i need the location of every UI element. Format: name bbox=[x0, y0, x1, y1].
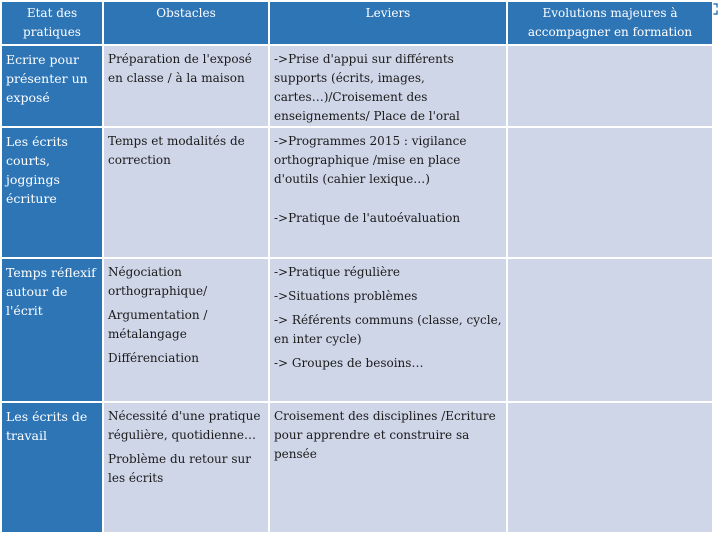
row-levers bbox=[269, 127, 507, 258]
row-obstacles bbox=[103, 45, 269, 127]
header-etat: Etat des pratiques bbox=[1, 1, 103, 45]
row-evolutions bbox=[507, 45, 713, 127]
lever-text: ->Pratique de l'autoévaluation bbox=[274, 211, 461, 225]
row-obstacles bbox=[103, 127, 269, 258]
obstacle-text: Différenciation bbox=[108, 351, 199, 365]
obstacle-text: Problème du retour sur les écrits bbox=[108, 452, 251, 485]
row-levers bbox=[269, 258, 507, 402]
row-levers bbox=[269, 402, 507, 533]
row-state: Temps réflexif autour de l'écrit bbox=[1, 258, 103, 402]
lever-text: ->Programmes 2015 : vigilance orthographique /mise en place d'outils (cahier lexique…) bbox=[274, 134, 467, 186]
row-state: Les écrits courts, joggings écriture bbox=[1, 127, 103, 258]
obstacle-text: Temps et modalités de correction bbox=[108, 134, 245, 167]
row-state: Les écrits de travail bbox=[1, 402, 103, 533]
row-state: Ecrire pour présenter un exposé bbox=[1, 45, 103, 127]
row-evolutions bbox=[507, 127, 713, 258]
table-row bbox=[1, 258, 713, 402]
lever-text: ->Prise d'appui sur différents supports (écrits, images, cartes…)/Croisement des enseignements/ Place de l'oral bbox=[274, 52, 460, 123]
lever-text: ->Situations problèmes bbox=[274, 289, 418, 303]
obstacle-text: Préparation de l'exposé en classe / à la maison bbox=[108, 52, 252, 85]
header-row bbox=[1, 1, 713, 45]
header-obstacles: Obstacles bbox=[103, 1, 269, 45]
row-levers bbox=[269, 45, 507, 127]
lever-text: -> Référents communs (classe, cycle, en inter cycle) bbox=[274, 313, 502, 346]
lever-text: ->Pratique régulière bbox=[274, 265, 400, 279]
row-evolutions bbox=[507, 402, 713, 533]
header-evolutions: Evolutions majeures à accompagner en formation bbox=[507, 1, 713, 45]
lever-text: Croisement des disciplines /Ecriture pour apprendre et construire sa pensée bbox=[274, 409, 496, 461]
table-row bbox=[1, 402, 713, 533]
obstacle-text: Argumentation / métalangage bbox=[108, 308, 208, 341]
lever-text: -> Groupes de besoins… bbox=[274, 356, 424, 370]
row-evolutions bbox=[507, 258, 713, 402]
expand-arrows-icon[interactable] bbox=[705, 2, 719, 16]
header-leviers: Leviers bbox=[269, 1, 507, 45]
table-row bbox=[1, 45, 713, 127]
row-obstacles bbox=[103, 258, 269, 402]
page-margin bbox=[712, 0, 720, 540]
obstacle-text: Nécessité d'une pratique régulière, quotidienne… bbox=[108, 409, 261, 442]
table-row bbox=[1, 127, 713, 258]
row-obstacles bbox=[103, 402, 269, 533]
obstacle-text: Négociation orthographique/ bbox=[108, 265, 208, 298]
